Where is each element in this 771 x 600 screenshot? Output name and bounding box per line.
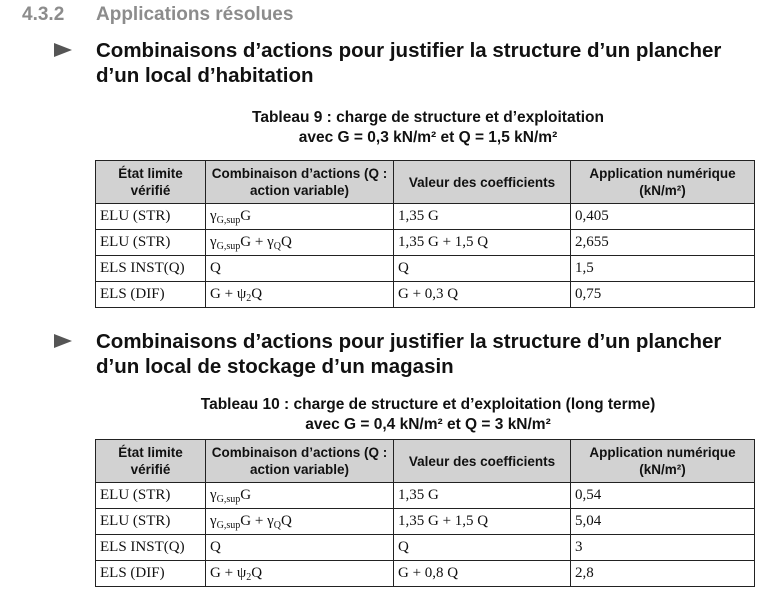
cell-state: ELU (STR) bbox=[96, 509, 206, 535]
header-etat-limite: État limite vérifié bbox=[96, 161, 206, 204]
block-2-heading-line1: Combinaisons d’actions pour justifier la structure d’un plancher bbox=[96, 330, 722, 353]
bullet-arrow-icon bbox=[54, 334, 72, 348]
block-1-heading-line2: d’un local d’habitation bbox=[96, 64, 314, 87]
section-header bbox=[22, 4, 293, 26]
cell-valeur: Q bbox=[394, 535, 571, 561]
cell-application: 2,655 bbox=[571, 230, 755, 256]
cell-valeur: 1,35 G + 1,5 Q bbox=[394, 230, 571, 256]
table-row bbox=[96, 282, 755, 308]
cell-valeur: 1,35 G bbox=[394, 204, 571, 230]
bullet-arrow-icon bbox=[54, 43, 72, 57]
table-header-row bbox=[96, 440, 755, 483]
table-10-caption-line1: Tableau 10 : charge de structure et d’exploitation (long terme) bbox=[200, 396, 656, 413]
table-row bbox=[96, 509, 755, 535]
cell-state: ELU (STR) bbox=[96, 204, 206, 230]
header-application: Application numérique (kN/m²) bbox=[571, 440, 755, 483]
table-9 bbox=[95, 160, 755, 308]
table-row bbox=[96, 230, 755, 256]
table-10-caption bbox=[98, 395, 758, 435]
cell-combinaison: $\gamma_{G,sup}G$ bbox=[206, 204, 394, 230]
block-1-heading-line1: Combinaisons d’actions pour justifier la structure d’un plancher bbox=[96, 39, 722, 62]
table-10 bbox=[95, 439, 755, 587]
cell-state: ELU (STR) bbox=[96, 483, 206, 509]
cell-combinaison: $\gamma_{G,sup}G + \gamma_QQ$ bbox=[206, 230, 394, 256]
cell-state: ELS INST(Q) bbox=[96, 256, 206, 282]
cell-combinaison: $\gamma_{G,sup}G$ bbox=[206, 483, 394, 509]
cell-valeur: 1,35 G + 1,5 Q bbox=[394, 509, 571, 535]
cell-combinaison: $G + \psi_2Q$ bbox=[206, 282, 394, 308]
table-row bbox=[96, 483, 755, 509]
header-etat-limite: État limite vérifié bbox=[96, 440, 206, 483]
cell-combinaison: $\gamma_{G,sup}G + \gamma_QQ$ bbox=[206, 509, 394, 535]
table-9-caption bbox=[98, 108, 758, 148]
cell-application: 0,405 bbox=[571, 204, 755, 230]
section-title: Applications résolues bbox=[96, 4, 294, 25]
header-combinaison: Combinaison d’actions (Q : action variable) bbox=[206, 161, 394, 204]
header-combinaison: Combinaison d’actions (Q : action variable) bbox=[206, 440, 394, 483]
cell-application: 5,04 bbox=[571, 509, 755, 535]
table-row bbox=[96, 561, 755, 587]
table-row bbox=[96, 204, 755, 230]
cell-state: ELS (DIF) bbox=[96, 561, 206, 587]
cell-combinaison: Q bbox=[206, 256, 394, 282]
table-row bbox=[96, 535, 755, 561]
header-valeur: Valeur des coefficients bbox=[394, 161, 571, 204]
table-row bbox=[96, 256, 755, 282]
block-1-heading bbox=[96, 38, 721, 88]
block-2-heading bbox=[96, 329, 721, 379]
cell-valeur: Q bbox=[394, 256, 571, 282]
block-2-heading-line2: d’un local de stockage d’un magasin bbox=[96, 355, 454, 378]
cell-application: 2,8 bbox=[571, 561, 755, 587]
cell-application: 1,5 bbox=[571, 256, 755, 282]
cell-combinaison: $G + \psi_2Q$ bbox=[206, 561, 394, 587]
cell-state: ELS INST(Q) bbox=[96, 535, 206, 561]
cell-application: 0,54 bbox=[571, 483, 755, 509]
cell-combinaison: Q bbox=[206, 535, 394, 561]
header-valeur: Valeur des coefficients bbox=[394, 440, 571, 483]
cell-state: ELS (DIF) bbox=[96, 282, 206, 308]
section-number: 4.3.2 bbox=[22, 4, 65, 25]
table-9-caption-line2: avec G = 0,3 kN/m² et Q = 1,5 kN/m² bbox=[298, 129, 558, 146]
cell-valeur: G + 0,8 Q bbox=[394, 561, 571, 587]
table-10-caption-line2: avec G = 0,4 kN/m² et Q = 3 kN/m² bbox=[305, 416, 551, 433]
cell-state: ELU (STR) bbox=[96, 230, 206, 256]
cell-valeur: G + 0,3 Q bbox=[394, 282, 571, 308]
cell-application: 0,75 bbox=[571, 282, 755, 308]
table-9-caption-line1: Tableau 9 : charge de structure et d’exploitation bbox=[252, 109, 604, 126]
cell-application: 3 bbox=[571, 535, 755, 561]
cell-valeur: 1,35 G bbox=[394, 483, 571, 509]
table-header-row bbox=[96, 161, 755, 204]
header-application: Application numérique (kN/m²) bbox=[571, 161, 755, 204]
